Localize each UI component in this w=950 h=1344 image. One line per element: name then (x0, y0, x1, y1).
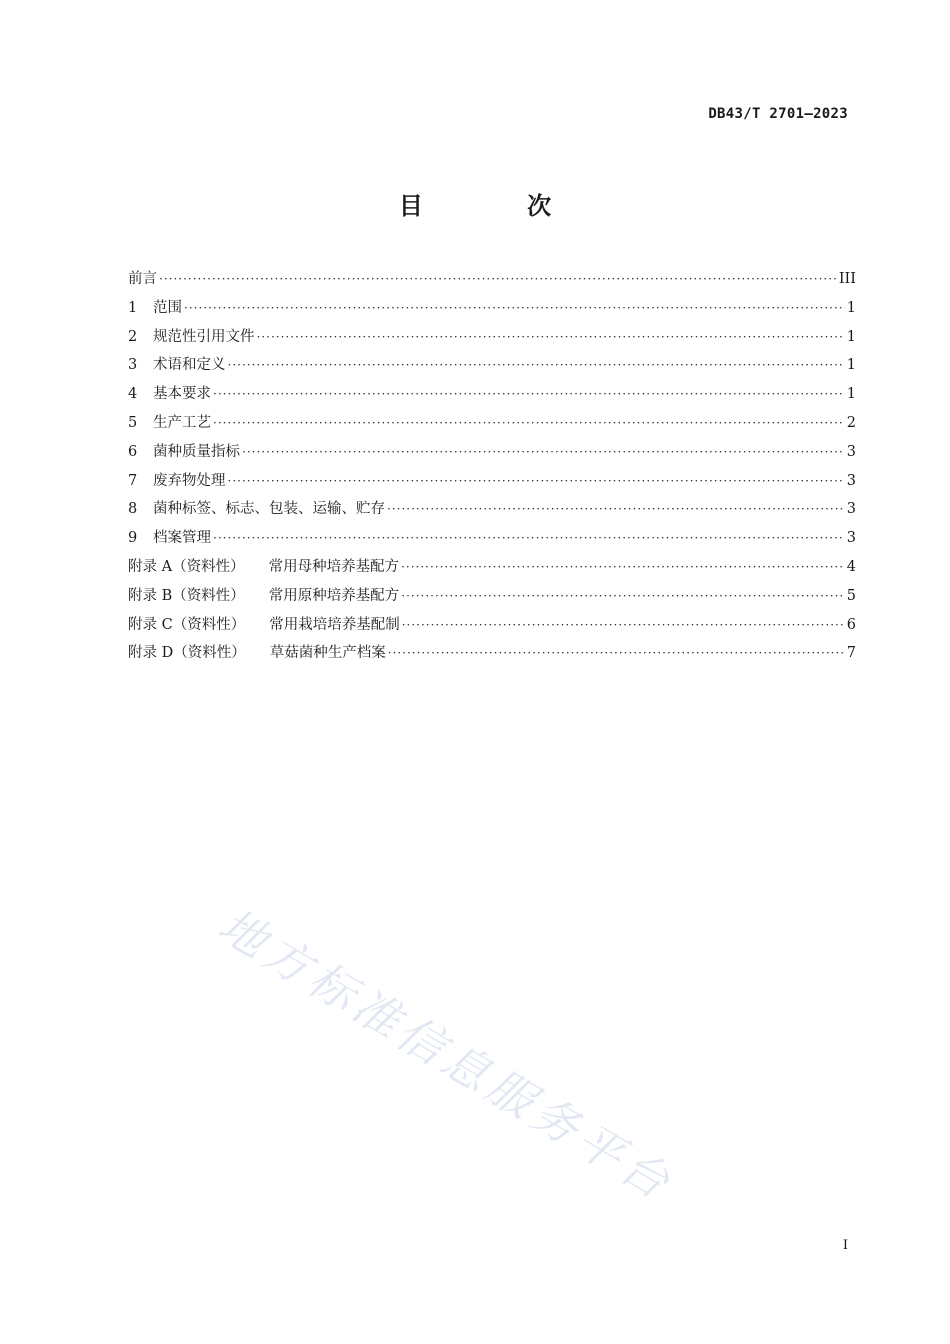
toc-entry-4[interactable] (128, 382, 856, 411)
toc-entry-page: 1 (846, 386, 856, 403)
toc-entry-6[interactable] (128, 440, 856, 469)
toc-dot-leader (242, 445, 845, 459)
toc-entry-2[interactable] (128, 325, 856, 354)
toc-appendix-label: 附录 C（资料性） (128, 616, 246, 633)
toc-entry-number: 6 (128, 443, 138, 460)
toc-entry-page: 7 (846, 645, 856, 662)
toc-entry-number: 2 (128, 328, 138, 345)
toc-dot-leader (257, 330, 845, 344)
toc-appendix-label: 附录 B（资料性） (128, 587, 245, 604)
toc-entry-7[interactable] (128, 469, 856, 498)
toc-entry-number: 8 (128, 501, 138, 518)
toc-entry-appendix-c[interactable] (128, 613, 856, 642)
toc-entry-page: 3 (846, 472, 856, 489)
toc-entry-number: 5 (128, 414, 138, 431)
toc-entry-foreword[interactable] (128, 267, 856, 296)
toc-entry-label: 规范性引用文件 (153, 328, 255, 345)
toc-entry-number: 4 (128, 386, 138, 403)
toc-appendix-subtitle: 常用母种培养基配方 (268, 558, 400, 575)
table-of-contents (128, 267, 856, 670)
toc-dot-leader (213, 416, 845, 430)
toc-entry-5[interactable] (128, 411, 856, 440)
toc-entry-3[interactable] (128, 353, 856, 382)
toc-dot-leader (228, 474, 845, 488)
toc-dot-leader (228, 358, 845, 372)
toc-entry-page: 3 (846, 443, 856, 460)
toc-entry-page: 1 (846, 357, 856, 374)
toc-entry-appendix-a[interactable] (128, 555, 856, 584)
toc-entry-page: 1 (846, 299, 856, 316)
toc-dot-leader (388, 646, 845, 660)
page-number: I (842, 1238, 848, 1253)
toc-dot-leader (402, 618, 845, 632)
toc-entry-label: 基本要求 (153, 386, 211, 403)
toc-entry-label: 前言 (128, 271, 157, 287)
toc-entry-label: 范围 (153, 299, 182, 316)
toc-entry-page: 3 (846, 530, 856, 547)
toc-dot-leader (213, 387, 845, 401)
toc-dot-leader (184, 301, 845, 315)
toc-appendix-subtitle: 常用栽培培养基配制 (269, 616, 400, 633)
toc-entry-page: 5 (846, 587, 856, 604)
toc-entry-number: 9 (128, 530, 138, 547)
toc-entry-label: 菌种质量指标 (153, 443, 240, 460)
toc-entry-page: 1 (846, 328, 856, 345)
toc-entry-appendix-b[interactable] (128, 584, 856, 613)
toc-appendix-label: 附录 A（资料性） (128, 558, 245, 575)
toc-entry-page: 4 (846, 558, 856, 575)
toc-dot-leader (159, 272, 837, 286)
toc-entry-label: 术语和定义 (153, 357, 226, 374)
toc-title: 目 次 (398, 192, 600, 220)
toc-entry-number: 3 (128, 357, 138, 374)
toc-appendix-subtitle: 常用原种培养基配方 (268, 587, 400, 604)
toc-dot-leader (213, 531, 845, 545)
toc-appendix-subtitle: 草菇菌种生产档案 (269, 645, 386, 662)
toc-entry-page: III (838, 271, 856, 287)
toc-entry-page: 2 (846, 414, 856, 431)
toc-entry-appendix-d[interactable] (128, 641, 856, 670)
toc-entry-label: 废弃物处理 (153, 472, 226, 489)
toc-entry-page: 3 (846, 501, 856, 518)
toc-entry-9[interactable] (128, 526, 856, 555)
toc-appendix-label: 附录 D（资料性） (128, 645, 246, 662)
toc-entry-number: 1 (128, 299, 138, 316)
watermark: 地方标准信息服务平台 (209, 897, 684, 1212)
toc-entry-1[interactable] (128, 296, 856, 325)
toc-dot-leader (401, 560, 845, 574)
toc-entry-label: 菌种标签、标志、包装、运输、贮存 (153, 501, 385, 518)
toc-entry-label: 生产工艺 (153, 414, 211, 431)
document-code: DB43/T 2701—2023 (708, 106, 848, 122)
toc-entry-8[interactable] (128, 497, 856, 526)
toc-dot-leader (401, 589, 845, 603)
toc-entry-number: 7 (128, 472, 138, 489)
toc-dot-leader (387, 502, 845, 516)
toc-entry-label: 档案管理 (153, 530, 211, 547)
toc-entry-page: 6 (846, 616, 856, 633)
